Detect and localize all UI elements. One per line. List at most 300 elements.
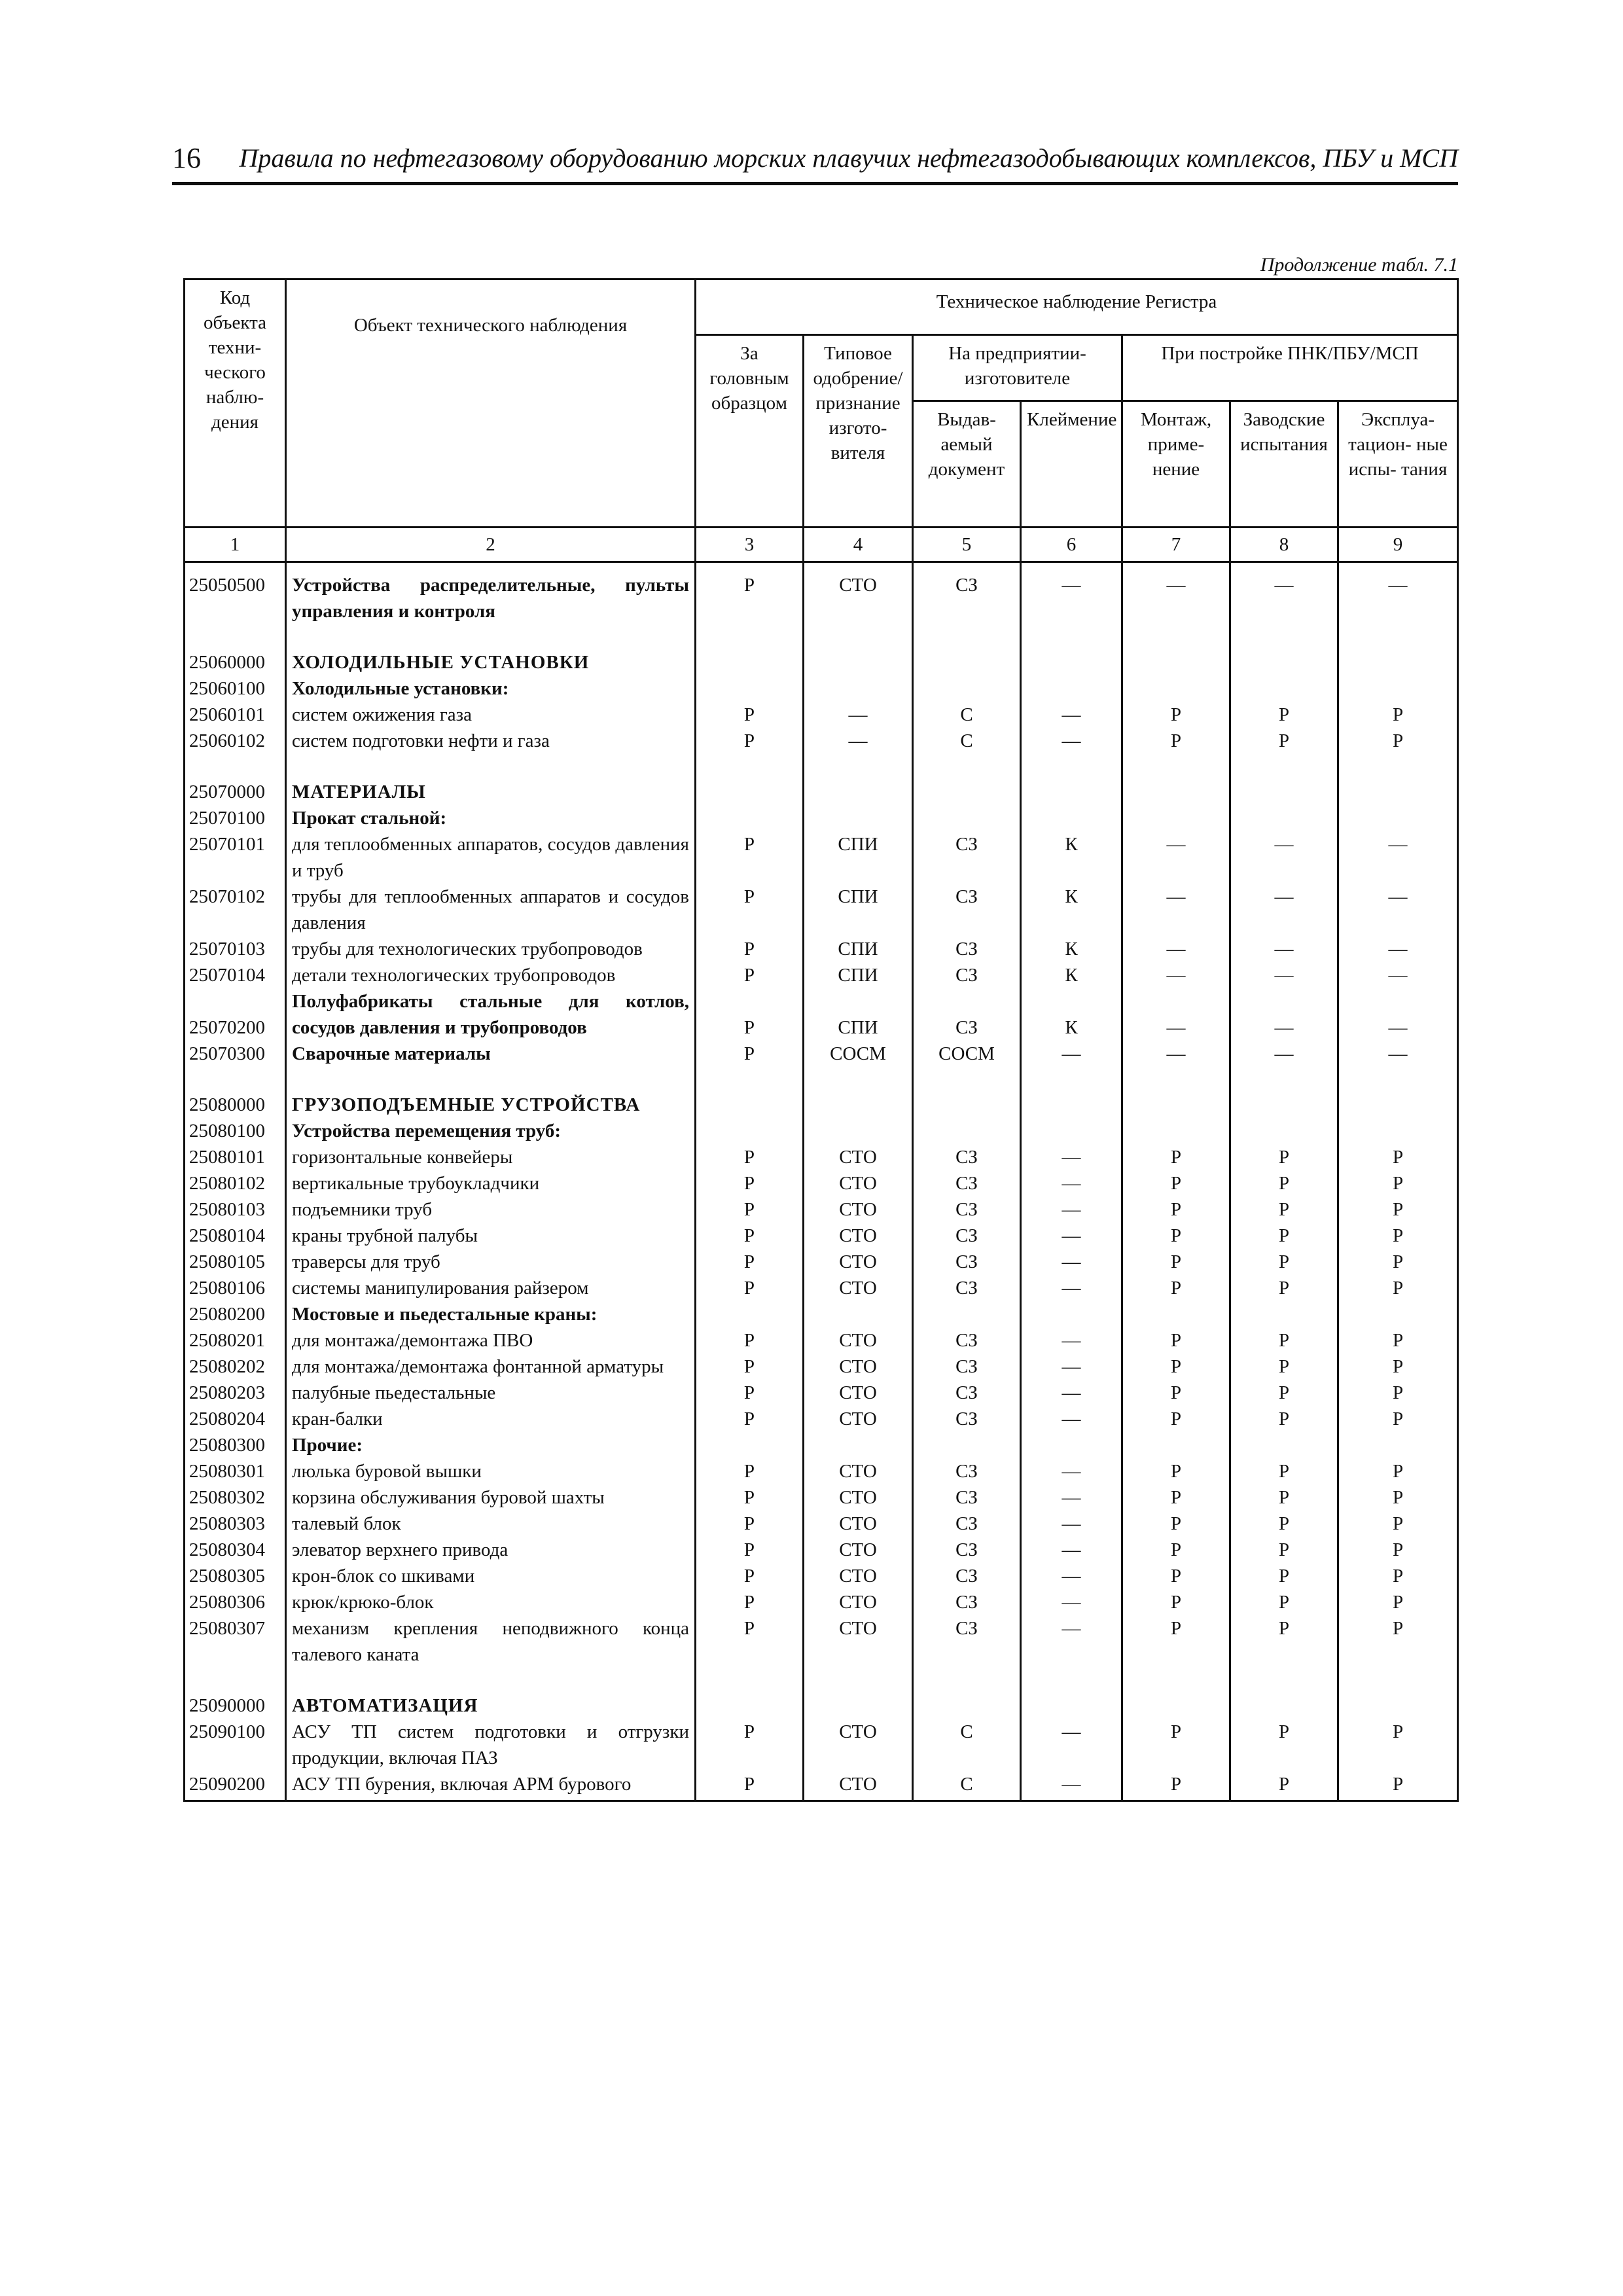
supervision-value: Р bbox=[1230, 1458, 1338, 1484]
supervision-value: — bbox=[1122, 936, 1230, 962]
object-name: механизм крепления неподвижного конца талевого каната bbox=[286, 1615, 696, 1668]
supervision-value bbox=[1230, 1301, 1338, 1327]
supervision-value bbox=[1021, 1092, 1122, 1118]
spacer-cell bbox=[185, 1668, 286, 1693]
supervision-value bbox=[804, 675, 913, 702]
supervision-value bbox=[1338, 1092, 1458, 1118]
supervision-value bbox=[1338, 675, 1458, 702]
supervision-value: — bbox=[1338, 988, 1458, 1041]
object-code: 25080300 bbox=[185, 1432, 286, 1458]
object-name: для теплообменных аппаратов, сосудов давления и труб bbox=[286, 831, 696, 884]
object-code: 25090000 bbox=[185, 1693, 286, 1719]
supervision-value bbox=[1122, 1118, 1230, 1144]
supervision-value: — bbox=[1021, 1615, 1122, 1668]
supervision-value bbox=[804, 1432, 913, 1458]
object-name: траверсы для труб bbox=[286, 1249, 696, 1275]
table-row bbox=[185, 1041, 1458, 1067]
object-code: 25080204 bbox=[185, 1406, 286, 1432]
supervision-value: К bbox=[1021, 831, 1122, 884]
spacer-cell bbox=[1021, 1668, 1122, 1693]
object-name: систем ожижения газа bbox=[286, 702, 696, 728]
supervision-value: Р bbox=[1122, 1144, 1230, 1170]
supervision-value: Р bbox=[696, 1537, 804, 1563]
object-name: АСУ ТП систем подготовки и отгрузки продукции, включая ПАЗ bbox=[286, 1719, 696, 1771]
supervision-value: Р bbox=[1230, 1354, 1338, 1380]
table-row bbox=[185, 1301, 1458, 1327]
supervision-value: Р bbox=[1230, 1144, 1338, 1170]
supervision-value: Р bbox=[1122, 1563, 1230, 1589]
header-col5: Выдав- аемый документ bbox=[913, 401, 1021, 528]
table-row bbox=[185, 1563, 1458, 1589]
header-col4: Типовое одобрение/ признание изгото- вителя bbox=[804, 335, 913, 528]
supervision-value: Р bbox=[696, 562, 804, 625]
object-code: 25080101 bbox=[185, 1144, 286, 1170]
supervision-value: Р bbox=[1122, 1327, 1230, 1354]
object-name: вертикальные трубоукладчики bbox=[286, 1170, 696, 1196]
supervision-value: Р bbox=[1338, 728, 1458, 754]
supervision-value: — bbox=[1122, 884, 1230, 936]
supervision-value bbox=[1230, 1118, 1338, 1144]
object-code: 25070101 bbox=[185, 831, 286, 884]
supervision-value: Р bbox=[1230, 728, 1338, 754]
object-name: подъемники труб bbox=[286, 1196, 696, 1223]
table-row bbox=[185, 1615, 1458, 1668]
supervision-value: Р bbox=[1338, 1144, 1458, 1170]
header-construction: При постройке ПНК/ПБУ/МСП bbox=[1122, 335, 1458, 401]
supervision-value: — bbox=[1230, 1041, 1338, 1067]
supervision-value: Р bbox=[1338, 1458, 1458, 1484]
supervision-value: СЗ bbox=[913, 1327, 1021, 1354]
supervision-value: — bbox=[1021, 1589, 1122, 1615]
table-header bbox=[185, 279, 1458, 562]
supervision-value: — bbox=[1230, 831, 1338, 884]
column-number: 5 bbox=[913, 528, 1021, 562]
supervision-value: — bbox=[1021, 1380, 1122, 1406]
supervision-value: Р bbox=[1338, 1354, 1458, 1380]
supervision-value bbox=[696, 1432, 804, 1458]
supervision-value: Р bbox=[696, 1511, 804, 1537]
object-name: трубы для технологических трубопроводов bbox=[286, 936, 696, 962]
supervision-value: СПИ bbox=[804, 962, 913, 988]
supervision-value: Р bbox=[1230, 1615, 1338, 1668]
supervision-value bbox=[913, 1432, 1021, 1458]
supervision-value: Р bbox=[1338, 1484, 1458, 1511]
supervision-value: Р bbox=[696, 1170, 804, 1196]
supervision-value: СЗ bbox=[913, 1537, 1021, 1563]
header-register-supervision: Техническое наблюдение Регистра bbox=[696, 279, 1458, 335]
table-row bbox=[185, 1511, 1458, 1537]
supervision-value: СТО bbox=[804, 1354, 913, 1380]
supervision-value: Р bbox=[1122, 1223, 1230, 1249]
supervision-value: Р bbox=[1338, 1170, 1458, 1196]
supervision-value bbox=[913, 649, 1021, 675]
object-name: АВТОМАТИЗАЦИЯ bbox=[286, 1693, 696, 1719]
object-code: 25080105 bbox=[185, 1249, 286, 1275]
supervision-value: — bbox=[1021, 1511, 1122, 1537]
supervision-value: Р bbox=[1338, 702, 1458, 728]
supervision-value bbox=[1021, 649, 1122, 675]
spacer-cell bbox=[913, 754, 1021, 779]
spacer-cell bbox=[1230, 1668, 1338, 1693]
supervision-value: Р bbox=[696, 1144, 804, 1170]
table-row bbox=[185, 1170, 1458, 1196]
supervision-value: СТО bbox=[804, 1170, 913, 1196]
supervision-value bbox=[696, 1301, 804, 1327]
spacer-cell bbox=[185, 754, 286, 779]
column-number: 9 bbox=[1338, 528, 1458, 562]
supervision-value: Р bbox=[1122, 1511, 1230, 1537]
supervision-value: К bbox=[1021, 988, 1122, 1041]
supervision-value: Р bbox=[696, 1771, 804, 1801]
object-code: 25080307 bbox=[185, 1615, 286, 1668]
supervision-value bbox=[1338, 779, 1458, 805]
supervision-value bbox=[1122, 649, 1230, 675]
supervision-value: — bbox=[1021, 1771, 1122, 1801]
supervision-value bbox=[696, 779, 804, 805]
supervision-value bbox=[1230, 649, 1338, 675]
supervision-value bbox=[1122, 675, 1230, 702]
supervision-value: Р bbox=[1338, 1771, 1458, 1801]
supervision-value: СТО bbox=[804, 1223, 913, 1249]
table-row bbox=[185, 1249, 1458, 1275]
supervision-value: СТО bbox=[804, 1484, 913, 1511]
supervision-value bbox=[1338, 805, 1458, 831]
supervision-value: С bbox=[913, 1719, 1021, 1771]
spacer-cell bbox=[286, 624, 696, 649]
supervision-value: Р bbox=[696, 1563, 804, 1589]
supervision-value: Р bbox=[1230, 1249, 1338, 1275]
supervision-value: Р bbox=[696, 884, 804, 936]
supervision-value: Р bbox=[696, 1196, 804, 1223]
supervision-value: — bbox=[1021, 1275, 1122, 1301]
supervision-value: — bbox=[1230, 988, 1338, 1041]
object-name: корзина обслуживания буровой шахты bbox=[286, 1484, 696, 1511]
supervision-value: К bbox=[1021, 884, 1122, 936]
object-name: крон-блок со шкивами bbox=[286, 1563, 696, 1589]
page-header bbox=[172, 137, 1458, 185]
table-row bbox=[185, 1223, 1458, 1249]
supervision-value: СЗ bbox=[913, 1275, 1021, 1301]
object-name: палубные пьедестальные bbox=[286, 1380, 696, 1406]
supervision-value bbox=[1122, 1693, 1230, 1719]
supervision-value: СТО bbox=[804, 1144, 913, 1170]
object-code: 25070200 bbox=[185, 988, 286, 1041]
supervision-value: — bbox=[1338, 562, 1458, 625]
supervision-value bbox=[1021, 1432, 1122, 1458]
supervision-value: Р bbox=[696, 1458, 804, 1484]
object-code: 25060000 bbox=[185, 649, 286, 675]
supervision-value bbox=[1230, 779, 1338, 805]
supervision-value bbox=[913, 1693, 1021, 1719]
supervision-value: — bbox=[1122, 962, 1230, 988]
supervision-value bbox=[696, 675, 804, 702]
supervision-value: Р bbox=[1230, 1275, 1338, 1301]
supervision-value: — bbox=[1021, 562, 1122, 625]
header-object: Объект технического наблюдения bbox=[286, 279, 696, 528]
supervision-value: Р bbox=[696, 831, 804, 884]
table-row bbox=[185, 988, 1458, 1041]
supervision-value: Р bbox=[1122, 1354, 1230, 1380]
supervision-value bbox=[1021, 1693, 1122, 1719]
object-name: элеватор верхнего привода bbox=[286, 1537, 696, 1563]
spacer-cell bbox=[913, 1067, 1021, 1092]
supervision-value bbox=[1122, 1432, 1230, 1458]
supervision-value: — bbox=[1230, 962, 1338, 988]
table-row bbox=[185, 562, 1458, 625]
supervision-value: Р bbox=[696, 962, 804, 988]
supervision-value: Р bbox=[696, 1249, 804, 1275]
observation-table bbox=[183, 278, 1459, 1802]
supervision-value bbox=[1230, 1092, 1338, 1118]
supervision-value: Р bbox=[1122, 1484, 1230, 1511]
supervision-value: — bbox=[804, 702, 913, 728]
supervision-value: Р bbox=[1230, 1719, 1338, 1771]
supervision-value: — bbox=[1338, 962, 1458, 988]
supervision-value: Р bbox=[1230, 1589, 1338, 1615]
object-code: 25050500 bbox=[185, 562, 286, 625]
object-name: Устройства распределительные, пульты управления и контроля bbox=[286, 562, 696, 625]
object-code: 25080305 bbox=[185, 1563, 286, 1589]
supervision-value: СОСМ bbox=[804, 1041, 913, 1067]
spacer-cell bbox=[804, 1067, 913, 1092]
object-name: АСУ ТП бурения, включая АРМ бурового bbox=[286, 1771, 696, 1801]
supervision-value: Р bbox=[1122, 1719, 1230, 1771]
running-title: Правила по нефтегазовому оборудованию морских плавучих нефтегазодобывающих комплексов, ПБУ и МСП bbox=[239, 143, 1458, 173]
supervision-value: Р bbox=[1338, 1327, 1458, 1354]
spacer-cell bbox=[1338, 1668, 1458, 1693]
supervision-value: СЗ bbox=[913, 1589, 1021, 1615]
supervision-value: СЗ bbox=[913, 1458, 1021, 1484]
supervision-value: С bbox=[913, 702, 1021, 728]
supervision-value: СТО bbox=[804, 1458, 913, 1484]
object-code: 25080100 bbox=[185, 1118, 286, 1144]
supervision-value bbox=[1122, 805, 1230, 831]
section-spacer bbox=[185, 1668, 1458, 1693]
table-row bbox=[185, 1354, 1458, 1380]
supervision-value: СЗ bbox=[913, 831, 1021, 884]
spacer-cell bbox=[913, 624, 1021, 649]
supervision-value: СЗ bbox=[913, 936, 1021, 962]
table-row bbox=[185, 1092, 1458, 1118]
header-col6: Клеймение bbox=[1021, 401, 1122, 528]
supervision-value: Р bbox=[1122, 1275, 1230, 1301]
supervision-value: СЗ bbox=[913, 962, 1021, 988]
object-code: 25080203 bbox=[185, 1380, 286, 1406]
object-code: 25070000 bbox=[185, 779, 286, 805]
supervision-value: Р bbox=[1230, 702, 1338, 728]
section-spacer bbox=[185, 754, 1458, 779]
object-name: ХОЛОДИЛЬНЫЕ УСТАНОВКИ bbox=[286, 649, 696, 675]
supervision-value: Р bbox=[696, 1354, 804, 1380]
table-row bbox=[185, 1771, 1458, 1801]
table-row bbox=[185, 649, 1458, 675]
supervision-value: — bbox=[1021, 1144, 1122, 1170]
supervision-value: СЗ bbox=[913, 1615, 1021, 1668]
spacer-cell bbox=[1122, 754, 1230, 779]
supervision-value bbox=[804, 805, 913, 831]
supervision-value: — bbox=[1230, 936, 1338, 962]
object-code: 25080200 bbox=[185, 1301, 286, 1327]
object-code: 25090200 bbox=[185, 1771, 286, 1801]
spacer-cell bbox=[1021, 754, 1122, 779]
header-col8: Заводские испытания bbox=[1230, 401, 1338, 528]
spacer-cell bbox=[185, 624, 286, 649]
supervision-value: Р bbox=[1230, 1511, 1338, 1537]
supervision-value: СОСМ bbox=[913, 1041, 1021, 1067]
supervision-value: Р bbox=[696, 1223, 804, 1249]
supervision-value: С bbox=[913, 1771, 1021, 1801]
supervision-value: СТО bbox=[804, 1249, 913, 1275]
supervision-value: СТО bbox=[804, 1615, 913, 1668]
object-name: крюк/крюко-блок bbox=[286, 1589, 696, 1615]
table-row bbox=[185, 1484, 1458, 1511]
spacer-cell bbox=[1338, 754, 1458, 779]
supervision-value: — bbox=[1021, 1458, 1122, 1484]
supervision-value bbox=[804, 1301, 913, 1327]
object-name: ГРУЗОПОДЪЕМНЫЕ УСТРОЙСТВА bbox=[286, 1092, 696, 1118]
spacer-cell bbox=[804, 624, 913, 649]
supervision-value bbox=[1338, 1118, 1458, 1144]
supervision-value: — bbox=[1338, 831, 1458, 884]
supervision-value: Р bbox=[1338, 1537, 1458, 1563]
column-number: 8 bbox=[1230, 528, 1338, 562]
supervision-value: Р bbox=[1122, 728, 1230, 754]
supervision-value: Р bbox=[1122, 1615, 1230, 1668]
spacer-cell bbox=[1338, 624, 1458, 649]
object-name: кран-балки bbox=[286, 1406, 696, 1432]
supervision-value: Р bbox=[696, 1327, 804, 1354]
spacer-cell bbox=[696, 624, 804, 649]
supervision-value: С bbox=[913, 728, 1021, 754]
supervision-value bbox=[804, 779, 913, 805]
spacer-cell bbox=[286, 1668, 696, 1693]
supervision-value: Р bbox=[696, 1719, 804, 1771]
supervision-value: Р bbox=[1122, 1771, 1230, 1801]
table-row bbox=[185, 1406, 1458, 1432]
supervision-value: СПИ bbox=[804, 884, 913, 936]
object-name: МАТЕРИАЛЫ bbox=[286, 779, 696, 805]
spacer-cell bbox=[1230, 624, 1338, 649]
supervision-value: — bbox=[1021, 1249, 1122, 1275]
supervision-value bbox=[1338, 1432, 1458, 1458]
supervision-value: — bbox=[1338, 1041, 1458, 1067]
supervision-value: — bbox=[1021, 1196, 1122, 1223]
spacer-cell bbox=[185, 1067, 286, 1092]
supervision-value: Р bbox=[1338, 1406, 1458, 1432]
supervision-value: Р bbox=[1338, 1275, 1458, 1301]
supervision-value bbox=[913, 1092, 1021, 1118]
object-code: 25080202 bbox=[185, 1354, 286, 1380]
supervision-value: — bbox=[1122, 1041, 1230, 1067]
spacer-cell bbox=[1021, 1067, 1122, 1092]
supervision-value: СТО bbox=[804, 1563, 913, 1589]
supervision-value bbox=[1021, 1301, 1122, 1327]
table-row bbox=[185, 779, 1458, 805]
supervision-value: Р bbox=[1122, 1170, 1230, 1196]
table-row bbox=[185, 1196, 1458, 1223]
spacer-cell bbox=[1021, 624, 1122, 649]
object-name: для монтажа/демонтажа ПВО bbox=[286, 1327, 696, 1354]
supervision-value: Р bbox=[1230, 1196, 1338, 1223]
supervision-value bbox=[696, 649, 804, 675]
supervision-value: К bbox=[1021, 936, 1122, 962]
supervision-value bbox=[913, 1301, 1021, 1327]
object-code: 25080106 bbox=[185, 1275, 286, 1301]
header-code: Код объекта техни- ческого наблю- дения bbox=[185, 279, 286, 528]
supervision-value: Р bbox=[1122, 1196, 1230, 1223]
object-name: Прокат стальной: bbox=[286, 805, 696, 831]
page-number: 16 bbox=[172, 142, 201, 174]
supervision-value: СТО bbox=[804, 1771, 913, 1801]
supervision-value bbox=[1122, 1092, 1230, 1118]
object-name: систем подготовки нефти и газа bbox=[286, 728, 696, 754]
supervision-value: Р bbox=[696, 1484, 804, 1511]
supervision-value: Р bbox=[1338, 1563, 1458, 1589]
table-row bbox=[185, 1144, 1458, 1170]
supervision-value: СЗ bbox=[913, 1484, 1021, 1511]
supervision-value bbox=[696, 1118, 804, 1144]
supervision-value: СЗ bbox=[913, 1170, 1021, 1196]
supervision-value bbox=[1338, 649, 1458, 675]
spacer-cell bbox=[1122, 1067, 1230, 1092]
table-row bbox=[185, 1275, 1458, 1301]
supervision-value: К bbox=[1021, 962, 1122, 988]
supervision-value: Р bbox=[1230, 1484, 1338, 1511]
supervision-value bbox=[696, 805, 804, 831]
supervision-value: Р bbox=[1338, 1196, 1458, 1223]
header-col7: Монтаж, приме- нение bbox=[1122, 401, 1230, 528]
supervision-value: — bbox=[1021, 1563, 1122, 1589]
object-code: 25080306 bbox=[185, 1589, 286, 1615]
supervision-value: СТО bbox=[804, 1196, 913, 1223]
object-code: 25070103 bbox=[185, 936, 286, 962]
column-number: 6 bbox=[1021, 528, 1122, 562]
supervision-value bbox=[1338, 1301, 1458, 1327]
object-name: Полуфабрикаты стальные для котлов, сосудов давления и трубопроводов bbox=[286, 988, 696, 1041]
object-code: 25080303 bbox=[185, 1511, 286, 1537]
table-row bbox=[185, 1380, 1458, 1406]
object-name: Прочие: bbox=[286, 1432, 696, 1458]
supervision-value bbox=[1122, 1301, 1230, 1327]
object-code: 25080201 bbox=[185, 1327, 286, 1354]
supervision-value: Р bbox=[1230, 1380, 1338, 1406]
section-spacer bbox=[185, 624, 1458, 649]
supervision-value: — bbox=[1230, 562, 1338, 625]
object-code: 25070102 bbox=[185, 884, 286, 936]
supervision-value: СТО bbox=[804, 1589, 913, 1615]
table-row bbox=[185, 805, 1458, 831]
spacer-cell bbox=[286, 1067, 696, 1092]
supervision-value bbox=[1021, 779, 1122, 805]
supervision-value bbox=[1021, 1118, 1122, 1144]
object-name: талевый блок bbox=[286, 1511, 696, 1537]
supervision-value: Р bbox=[1230, 1223, 1338, 1249]
table-row bbox=[185, 1432, 1458, 1458]
supervision-value: СТО bbox=[804, 1275, 913, 1301]
supervision-value bbox=[1021, 805, 1122, 831]
spacer-cell bbox=[1122, 1668, 1230, 1693]
object-code: 25080000 bbox=[185, 1092, 286, 1118]
spacer-cell bbox=[696, 754, 804, 779]
supervision-value: СЗ bbox=[913, 562, 1021, 625]
supervision-value: Р bbox=[1122, 1249, 1230, 1275]
object-code: 25070104 bbox=[185, 962, 286, 988]
supervision-value: Р bbox=[1338, 1511, 1458, 1537]
supervision-value: СТО bbox=[804, 1327, 913, 1354]
supervision-value: Р bbox=[696, 1275, 804, 1301]
supervision-value: Р bbox=[1230, 1406, 1338, 1432]
supervision-value: Р bbox=[696, 1406, 804, 1432]
